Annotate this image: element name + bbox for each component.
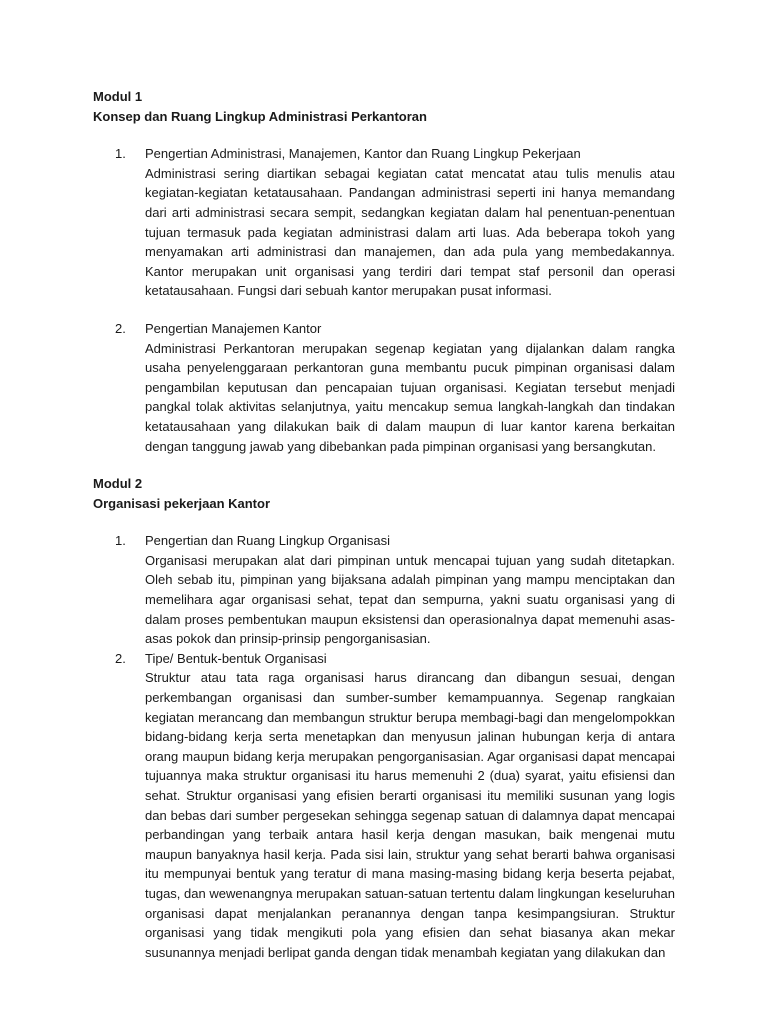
list-item-text: Struktur atau tata raga organisasi harus dirancang dan dibangun sesuai, dengan perkembangan organisasi dan sumber-sumber kemampuannya. Segenap rangkaian kegiatan merancang dan membangun struktur berupa membagi-bagi dan mengelompokkan bidang-bidang kerja serta menetapkan dan menyusun jalinan hubungan kerja di antara orang maupun bidang kerja merupakan pengorganisasian. Agar organisasi dapat mencapai tujuannya maka struktur organisasi itu harus memenuhi 2 (dua) syarat, yaitu efisiensi dan sehat. Struktur organisasi yang efisien berarti organisasi itu memiliki susunan yang logis dan bebas dari sumber pergesekan sehingga segenap satuan di dalamnya dapat mencapai perbandingan yang terbaik antara hasil kerja dengan masukan, baik mengenai mutu maupun banyaknya hasil kerja. Pada sisi lain, struktur yang sehat berarti bahwa organisasi itu mempunyai bentuk yang teratur di mana masing-masing bidang kerja beserta pejabat, tugas, dan wewenangnya merupakan satuan-satuan tertentu dalam lingkungan keseluruhan organisasi dapat menjalankan peranannya dengan tanpa kesimpangsiuran. Struktur organisasi yang tidak mengikuti pola yang efisien dan sehat biasanya akan mekar susunannya menjadi berlipat ganda dengan tidak menambah kegiatan yang dilakukan dan (145, 670, 675, 960)
list-item-title: Pengertian Manajemen Kantor (145, 320, 322, 336)
list-item (93, 649, 675, 963)
module-title: Konsep dan Ruang Lingkup Administrasi Perkantoran (93, 108, 427, 124)
document-content (93, 87, 675, 962)
module-heading: Modul 1 (93, 89, 143, 104)
list-item-title: Tipe/ Bentuk-bentuk Organisasi (145, 650, 327, 666)
module-title: Organisasi pekerjaan Kantor (93, 495, 271, 511)
list-item-body (145, 144, 675, 301)
list-item (93, 531, 675, 649)
list-item-number: 1. (115, 146, 126, 162)
list-item-number: 2. (115, 320, 126, 336)
list-item-number: 2. (115, 650, 126, 666)
list-item-body (145, 531, 675, 649)
list-item-text: Organisasi merupakan alat dari pimpinan untuk mencapai tujuan yang sudah ditetapkan. Oleh sebab itu, pimpinan yang bijaksana adalah pimpinan yang mampu menciptakan dan memelihara agar organisasi sehat, tepat dan sempurna, yakni suatu organisasi yang di dalam proses pembentukan maupun eksistensi dan operasionalnya dapat memenuhi asas-asas pokok dan prinsip-prinsip pengorganisasian. (145, 552, 675, 647)
module-1 (93, 87, 675, 456)
list-item-body (145, 319, 675, 456)
list-item (93, 144, 675, 301)
list-item-body (145, 649, 675, 963)
list-item (93, 319, 675, 456)
list-item-text: Administrasi sering diartikan sebagai kegiatan catat mencatat atau tulis menulis atau kegiatan-kegiatan ketatausahaan. Pandangan administrasi seperti ini hanya memandang dari arti administrasi secara sempit, sedangkan kegiatan dalam hal penentuan-penentuan tujuan termasuk pada kegiatan administrasi dalam arti luas. Ada beberapa tokoh yang menyamakan arti administrasi dan manajemen, dan ada pula yang membedakannya. Kantor merupakan unit organisasi yang terdiri dari tempat staf personil dan operasi ketatausahaan. Fungsi dari sebuah kantor merupakan pusat informasi. (145, 165, 675, 299)
list-item-number: 1. (115, 533, 126, 549)
spacer (93, 301, 675, 319)
spacer (93, 456, 675, 474)
module-2 (93, 474, 675, 962)
list-item-title: Pengertian dan Ruang Lingkup Organisasi (145, 533, 391, 549)
list-item-title: Pengertian Administrasi, Manajemen, Kantor dan Ruang Lingkup Pekerjaan (145, 146, 581, 162)
module-heading: Modul 2 (93, 476, 143, 492)
list-item-text: Administrasi Perkantoran merupakan segenap kegiatan yang dijalankan dalam rangka usaha penyelenggaraan perkantoran guna membantu pucuk pimpinan organisasi dalam pengambilan keputusan dan pencapaian tujuan organisasi. Kegiatan tersebut menjadi pangkal tolak aktivitas selanjutnya, yaitu mencakup semua langkah-langkah dan tindakan ketatausahaan yang dilakukan baik di dalam maupun di luar kantor karena berkaitan dengan tanggung jawab yang dibebankan pada pimpinan organisasi yang bersangkutan. (145, 340, 675, 454)
